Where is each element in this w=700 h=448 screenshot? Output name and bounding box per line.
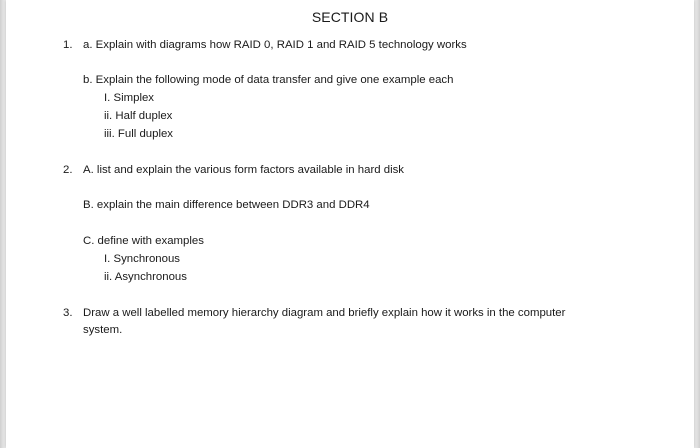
document-page <box>6 0 694 448</box>
question-2a-text: A. list and explain the various form factors available in hard disk <box>83 164 404 176</box>
question-1-number: 1. <box>63 39 73 51</box>
question-2b-text: B. explain the main difference between DDR3 and DDR4 <box>83 199 370 211</box>
question-3-number: 3. <box>63 307 73 319</box>
question-1b-text: b. Explain the following mode of data transfer and give one example each <box>83 74 454 86</box>
question-2c-item-1: I. Synchronous <box>104 253 180 265</box>
right-page-edge <box>694 0 700 448</box>
question-1b-item-1: I. Simplex <box>104 92 155 104</box>
question-1b-item-3: iii. Full duplex <box>104 128 174 140</box>
question-1a-text: a. Explain with diagrams how RAID 0, RAID 1 and RAID 5 technology works <box>83 39 467 51</box>
question-2-number: 2. <box>63 164 73 176</box>
question-3-text-line-1: Draw a well labelled memory hierarchy diagram and briefly explain how it works in the computer <box>83 307 566 319</box>
question-2c-item-2: ii. Asynchronous <box>104 271 187 283</box>
question-1b-item-2: ii. Half duplex <box>104 110 173 122</box>
question-3-text-line-2: system. <box>83 324 123 336</box>
question-2c-text: C. define with examples <box>83 235 204 247</box>
section-title: SECTION B <box>311 9 389 25</box>
